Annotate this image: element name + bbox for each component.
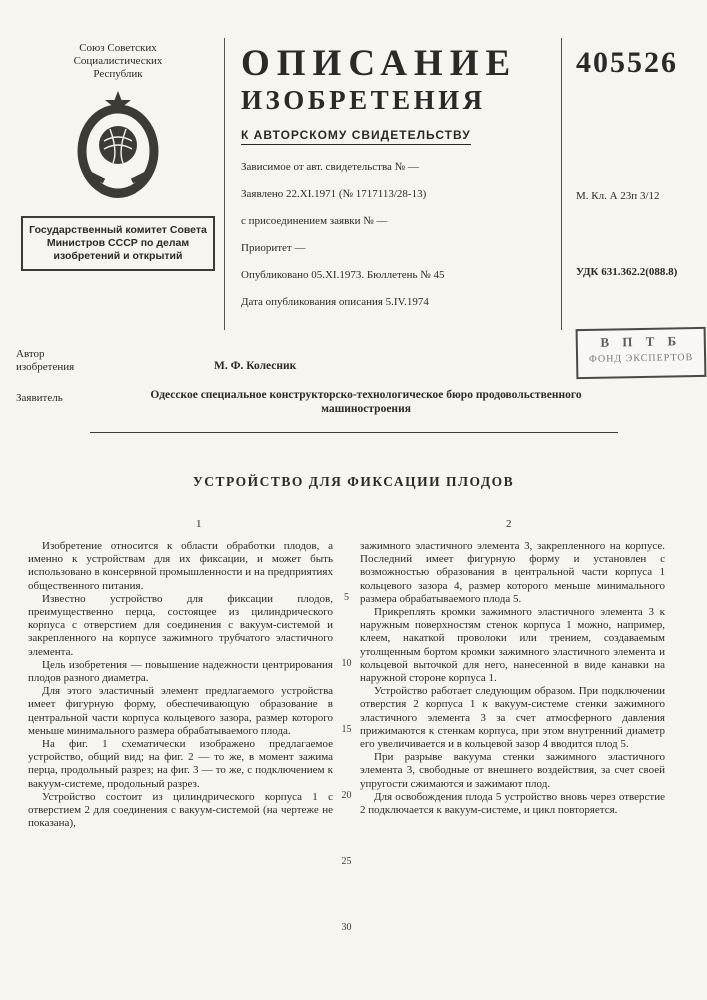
- header-left-block: [12, 38, 224, 330]
- paragraph: Устройство работает следующим образом. При подключении отверстия 2 корпуса 1 к вакуум-системе стенки зажимного эластичного элемента 3 за счет атмосферного давления прижимаются к стенкам корпуса, при этом внутренний диаметр его увеличивается и в кольцевой зазор 4 вводится плод 5.: [360, 685, 665, 751]
- filing-metadata: [241, 161, 547, 309]
- line-marker: 20: [341, 790, 352, 801]
- classification-mkl: М. Кл. А 23п 3/12: [576, 190, 660, 202]
- line-marker: 5: [344, 592, 349, 603]
- applicant-name: Одесское специальное конструкторско-технологическое бюро продовольственного машиностроения: [150, 389, 582, 415]
- meta-priority: Приоритет —: [241, 242, 306, 254]
- patent-number: 405526: [576, 46, 678, 79]
- column-number-left: 1: [196, 518, 202, 530]
- line-marker: 15: [341, 724, 352, 735]
- author-label: Автор изобретения: [16, 348, 75, 373]
- stamp-line2: ФОНД ЭКСПЕРТОВ: [588, 352, 694, 365]
- paragraph: Цель изобретения — повышение надежности центрирования плодов разного диаметра.: [28, 658, 333, 685]
- paragraph: При разрыве вакуума стенки зажимного эластичного элемента 3, свободные от внешнего воздействия, за счет своей упругости сжимаются и зажимают плод.: [360, 751, 665, 790]
- meta-joined-application: с присоединением заявки № —: [241, 215, 388, 227]
- classification-udk: УДК 631.362.2(088.8): [576, 266, 678, 278]
- line-number-gutter: [333, 540, 360, 933]
- meta-dependent: Зависимое от авт. свидетельства № —: [241, 161, 419, 173]
- soviet-emblem: [12, 89, 224, 206]
- header-center-block: [224, 38, 562, 330]
- column-number-right: 2: [506, 518, 512, 530]
- paragraph: зажимного эластичного элемента 3, закрепленного на корпусе. Последний имеет фигурную форму и установлен с возможностью образования в центральной части корпуса 1 кольцевого зазора 4, размер которого меньше минимального размера обрабатываемого плода 5.: [360, 540, 665, 605]
- meta-description-date: Дата опубликования описания 5.IV.1974: [241, 296, 429, 308]
- paragraph: Прикреплять кромки зажимного эластичного элемента 3 к наружным поверхностям стенок корпуса 1 можно, например, клеем, накаткой проволоки или трением, создаваемым утолщенным бортом кромки зажимного эластичного элемента и кольцевой выточкой для него, нанесенной в виде канавки на наружной стороне корпуса 1.: [360, 606, 665, 685]
- stamp-line1: В П Т Б: [600, 333, 682, 350]
- document-header: [12, 38, 699, 330]
- state-committee-box: Государственный комитет Совета Министров СССР по делам изобретений и открытий: [21, 216, 215, 271]
- document-type-line2: ИЗОБРЕТЕНИЯ: [241, 85, 486, 115]
- line-marker: 10: [341, 658, 352, 669]
- author-name: М. Ф. Колесник: [214, 360, 297, 372]
- line-marker: 30: [341, 922, 352, 933]
- paragraph: Для освобождения плода 5 устройство вновь через отверстие 2 подключается к вакуум-системе, и цикл повторяется.: [360, 790, 665, 817]
- body-column-left: [28, 540, 333, 830]
- paragraph: Изобретение относится к области обработки плодов, а именно к устройствам для их фиксации, и может быть использовано в консервной промышленности и на предприятиях общественного питания.: [28, 540, 333, 592]
- horizontal-divider: [90, 432, 618, 433]
- body-column-right: [360, 540, 665, 830]
- paragraph: Устройство состоит из цилиндрического корпуса 1 с отверстием 2 для соединения с вакуум-системой (на чертеже не показана),: [28, 790, 333, 830]
- document-type-line1: ОПИСАНИЕ: [241, 43, 518, 84]
- header-right-block: [562, 38, 699, 330]
- meta-published: Опубликовано 05.XI.1973. Бюллетень № 45: [241, 269, 445, 281]
- applicant-label: Заявитель: [16, 392, 63, 404]
- union-name: Союз Советских Социалистических Республик: [73, 42, 163, 80]
- invention-title: УСТРОЙСТВО ДЛЯ ФИКСАЦИИ ПЛОДОВ: [192, 474, 515, 489]
- meta-filed: Заявлено 22.XI.1971 (№ 1717113/28-13): [241, 188, 427, 200]
- paragraph: На фиг. 1 схематически изображено предлагаемое устройство, общий вид; на фиг. 2 — то же, в момент зажима перца, продольный разрез; на фиг. 3 — то же, с подключением к вакуум-системе, продольный разрез.: [28, 738, 333, 790]
- paragraph: Известно устройство для фиксации плодов, преимущественно перца, состоящее из цилиндрического корпуса с отверстием для соединения с вакуум-системой и закрепленного на корпусе зажимного трубчатого эластичного элемента.: [28, 592, 333, 658]
- paragraph: Для этого эластичный элемент предлагаемого устройства имеет фигурную форму, обеспечивающую образование в центральной части корпуса кольцевого зазора, размер которого меньше минимального размера обрабатываемого плода.: [28, 685, 333, 737]
- library-stamp: [576, 327, 707, 379]
- line-marker: 25: [341, 856, 352, 867]
- certificate-heading: К АВТОРСКОМУ СВИДЕТЕЛЬСТВУ: [241, 128, 471, 145]
- body-text: [28, 540, 685, 933]
